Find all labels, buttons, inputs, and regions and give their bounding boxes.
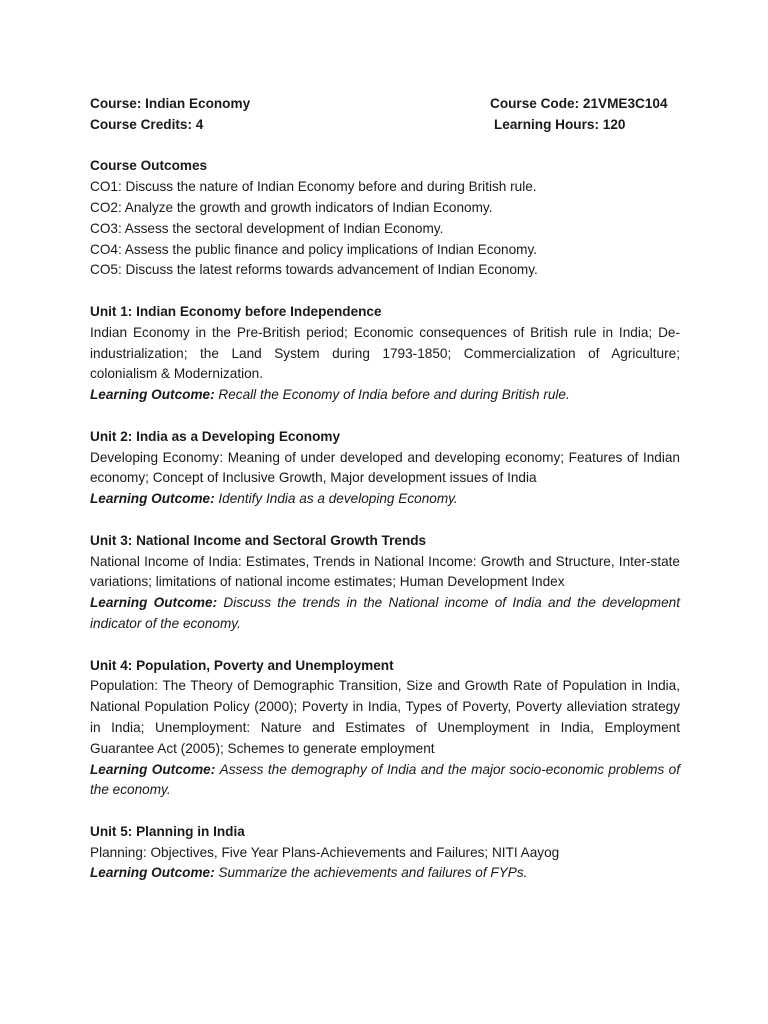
learning-outcome-text: Recall the Economy of India before and during British rule. <box>218 387 570 403</box>
learning-outcome <box>90 760 680 802</box>
outcome-item: CO1: Discuss the nature of Indian Economy before and during British rule. <box>90 179 537 195</box>
spacer <box>90 406 680 427</box>
learning-outcome <box>90 863 680 884</box>
header-row-1 <box>90 94 680 115</box>
syllabus-document <box>90 94 680 884</box>
course-outcomes-section <box>90 156 680 281</box>
course-code: Course Code: 21VME3C104 <box>490 96 668 111</box>
course-name: Course: Indian Economy <box>90 96 251 111</box>
learning-outcome-label: Learning Outcome: <box>90 865 215 881</box>
outcome-item: CO4: Assess the public finance and policy implications of Indian Economy. <box>90 241 538 257</box>
unit-body: Planning: Objectives, Five Year Plans-Achievements and Failures; NITI Aayog <box>90 844 560 860</box>
learning-outcome <box>90 489 680 510</box>
unit-title: Unit 5: Planning in India <box>90 823 245 839</box>
unit-title: Unit 1: Indian Economy before Independence <box>90 303 382 319</box>
learning-outcome-label: Learning Outcome: <box>90 761 216 777</box>
unit-title: Unit 2: India as a Developing Economy <box>90 428 341 444</box>
learning-outcome-text: Discuss the trends in the National income of India and the development indicator of the economy. <box>90 595 681 631</box>
learning-outcome-text: Summarize the achievements and failures of FYPs. <box>218 865 528 881</box>
unit-4-section <box>90 656 680 802</box>
learning-outcome <box>90 593 680 635</box>
unit-3-section <box>90 531 680 635</box>
spacer <box>90 801 680 822</box>
outcome-item: CO5: Discuss the latest reforms towards advancement of Indian Economy. <box>90 262 538 278</box>
unit-body: National Income of India: Estimates, Trends in National Income: Growth and Structure, Inter-state variations; limitations of national income estimates; Human Development Index <box>90 553 680 590</box>
spacer <box>90 281 680 302</box>
spacer <box>90 136 680 157</box>
header-row-2 <box>90 115 680 136</box>
learning-outcome-text: Assess the demography of India and the major socio-economic problems of the economy. <box>90 761 680 798</box>
outcome-item: CO3: Assess the sectoral development of Indian Economy. <box>90 220 444 236</box>
learning-hours: Learning Hours: 120 <box>494 116 626 132</box>
learning-outcome-label: Learning Outcome: <box>90 491 215 507</box>
learning-outcome-label: Learning Outcome: <box>90 387 215 403</box>
unit-1-section <box>90 302 680 406</box>
spacer <box>90 510 680 531</box>
unit-title: Unit 3: National Income and Sectoral Growth Trends <box>90 532 427 548</box>
unit-body: Indian Economy in the Pre-British period; Economic consequences of British rule in India; De-industrialization; the Land System during 1793-1850; Commercialization of Agriculture; colonialism & Modernization. <box>90 324 680 382</box>
spacer <box>90 635 680 656</box>
course-outcomes-title: Course Outcomes <box>90 158 208 174</box>
unit-body: Developing Economy: Meaning of under developed and developing economy; Features of Indian economy; Concept of Inclusive Growth, Major development issues of India <box>90 449 680 486</box>
unit-5-section <box>90 822 680 884</box>
learning-outcome-text: Identify India as a developing Economy. <box>218 491 458 507</box>
learning-outcome-label: Learning Outcome: <box>90 595 218 611</box>
unit-title: Unit 4: Population, Poverty and Unemployment <box>90 657 394 673</box>
course-credits: Course Credits: 4 <box>90 116 204 132</box>
learning-outcome <box>90 385 680 406</box>
unit-2-section <box>90 427 680 510</box>
outcome-item: CO2: Analyze the growth and growth indicators of Indian Economy. <box>90 199 493 215</box>
unit-body: Population: The Theory of Demographic Transition, Size and Growth Rate of Population in India, National Population Policy (2000); Poverty in India, Types of Poverty, Poverty alleviation strategy in India; Unemployment: Nature and Estimates of Unemployment in India, Employment Guarantee Act (2005); Schemes to generate employment <box>90 678 680 756</box>
